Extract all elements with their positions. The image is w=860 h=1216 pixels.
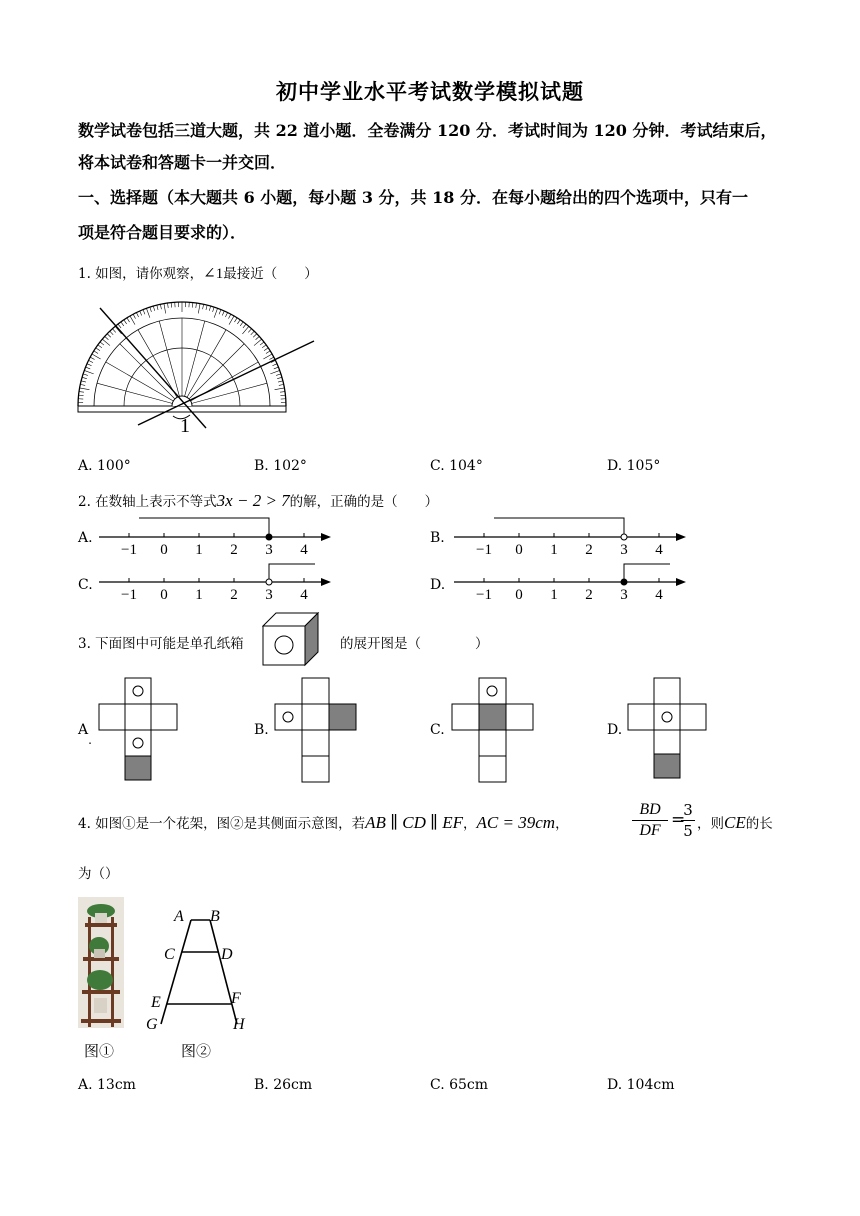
q2-numberline-c <box>95 560 345 602</box>
q3-net-c <box>451 677 537 783</box>
closed-point <box>621 579 627 585</box>
open-point <box>621 534 627 540</box>
q3-net-a <box>96 677 180 781</box>
axis-arrow <box>676 578 686 586</box>
q4-ce: CE <box>724 813 746 832</box>
closed-point <box>266 534 272 540</box>
q4-side-view-figure <box>140 903 260 1033</box>
q4-stem-post: ，则 <box>697 816 724 832</box>
axis-arrow <box>676 533 686 541</box>
q1-option-d[interactable]: D. 105° <box>607 458 661 474</box>
q3-option-a-dot: . <box>88 733 92 747</box>
q4-frac-val-den: 5 <box>683 822 693 840</box>
axis-tick-label: 1 <box>195 587 203 602</box>
axis-tick-label: 4 <box>300 542 308 556</box>
q4-frac-num: BD <box>639 801 661 818</box>
q4-sep: ， <box>463 816 477 832</box>
q3-stem-pre: 3. 下面图中可能是单孔纸箱 <box>78 636 244 652</box>
q3-net-d <box>627 677 709 781</box>
q4-point-g: G <box>146 1016 158 1033</box>
axis-tick-label: 2 <box>230 542 238 556</box>
axis-tick-label: 1 <box>550 587 558 602</box>
q2-option-d-label[interactable]: D. <box>430 577 446 593</box>
axis-tick-label: −1 <box>476 587 492 602</box>
q3-option-a-text: A <box>78 722 89 738</box>
q1-stem-pre: 1. 如图，请你观察， <box>78 266 204 282</box>
q4-parallel: AB ∥ CD ∥ EF <box>365 813 464 832</box>
section-heading-line-1: 一、选择题（本大题共 6 小题，每小题 3 分，共 18 分．在每小题给出的四个选项中，只有一 <box>78 188 748 207</box>
axis-tick-label: 4 <box>655 587 663 602</box>
q4-option-d[interactable]: D. 104cm <box>607 1077 675 1093</box>
section-heading-line-2: 项是符合题目要求的）． <box>78 223 247 242</box>
axis-tick-label: −1 <box>476 542 492 556</box>
axis-tick-label: −1 <box>121 587 137 602</box>
q4-point-f: F <box>231 990 241 1007</box>
q4-point-b: B <box>210 908 220 925</box>
q3-box-figure <box>262 612 320 668</box>
q4-fraction-left <box>632 800 668 841</box>
q3-stem-post: 的展开图是（ ） <box>340 636 489 652</box>
axis-tick-label: 2 <box>585 542 593 556</box>
q4-stem-end: 的长 <box>745 816 773 832</box>
q2-stem-post: 的解，正确的是（ ） <box>289 494 439 510</box>
q4-fraction-right <box>681 800 695 841</box>
q1-angle: ∠1 <box>203 266 224 282</box>
q2-option-a-label[interactable]: A. <box>78 530 93 546</box>
protractor-base <box>78 406 286 412</box>
solution-bracket <box>494 518 624 534</box>
q2-numberline-d <box>450 560 700 602</box>
q4-option-a[interactable]: A. 13cm <box>78 1077 136 1093</box>
intro-line-2: 将本试卷和答题卡一并交回． <box>78 153 287 172</box>
q4-stem <box>78 812 569 833</box>
axis-tick-label: 0 <box>515 587 523 602</box>
q1-option-b[interactable]: B. 102° <box>254 458 307 474</box>
q4-sep2: ， <box>555 816 569 832</box>
q4-stem-tail <box>697 812 773 833</box>
q2-stem-pre: 2. 在数轴上表示不等式 <box>78 494 217 510</box>
q4-fig1-caption: 图① <box>84 1042 115 1060</box>
q3-option-d-label[interactable]: D. <box>607 722 623 738</box>
q1-protractor-figure <box>76 296 326 438</box>
axis-tick-label: 1 <box>195 542 203 556</box>
q3-option-c-label[interactable]: C. <box>430 722 445 738</box>
q2-stem <box>78 490 438 511</box>
q4-stem-line2: 为（） <box>78 866 119 882</box>
solution-bracket <box>139 518 269 534</box>
axis-tick-label: 3 <box>620 587 628 602</box>
q1-stem-post: 最接近（ ） <box>223 266 318 282</box>
axis-tick-label: 0 <box>160 587 168 602</box>
q1-option-a[interactable]: A. 100° <box>78 458 131 474</box>
intro-line-1: 数学试卷包括三道大题，共 22 道小题．全卷满分 120 分．考试时间为 120 分钟．考试结束后， <box>78 121 777 140</box>
q1-option-c[interactable]: C. 104° <box>430 458 483 474</box>
q3-net-b <box>274 677 360 783</box>
q4-plant-stand-photo <box>78 897 124 1028</box>
q2-numberline-a <box>95 514 345 556</box>
q2-option-c-label[interactable]: C. <box>78 577 93 593</box>
axis-tick-label: 1 <box>550 542 558 556</box>
axis-arrow <box>321 578 331 586</box>
q1-angle-label: 1 <box>180 415 190 437</box>
q4-option-c[interactable]: C. 65cm <box>430 1077 489 1093</box>
q2-inequality: 3x − 2 > 7 <box>216 491 290 510</box>
q4-point-h: H <box>233 1016 245 1033</box>
axis-tick-label: −1 <box>121 542 137 556</box>
axis-tick-label: 3 <box>265 542 273 556</box>
axis-tick-label: 3 <box>265 587 273 602</box>
q3-option-a-label[interactable] <box>78 722 92 747</box>
axis-arrow <box>321 533 331 541</box>
q4-point-c: C <box>164 946 175 963</box>
solution-bracket <box>624 564 670 579</box>
q2-option-b-label[interactable]: B. <box>430 530 445 546</box>
q4-point-a: A <box>174 908 184 925</box>
q4-ac: AC = 39cm <box>476 813 556 832</box>
solution-bracket <box>269 564 315 579</box>
axis-tick-label: 2 <box>230 587 238 602</box>
q4-point-d: D <box>221 946 233 963</box>
q4-option-b[interactable]: B. 26cm <box>254 1077 313 1093</box>
q3-option-b-label[interactable]: B. <box>254 722 269 738</box>
q4-stem-pre: 4. 如图①是一个花架，图②是其侧面示意图，若 <box>78 816 366 832</box>
axis-tick-label: 4 <box>300 587 308 602</box>
axis-tick-label: 0 <box>515 542 523 556</box>
protractor <box>78 302 314 428</box>
q4-equals: = <box>671 810 686 830</box>
q4-point-e: E <box>151 994 161 1011</box>
axis-tick-label: 2 <box>585 587 593 602</box>
q2-numberline-b <box>450 514 700 556</box>
axis-tick-label: 0 <box>160 542 168 556</box>
q4-fig2-caption: 图② <box>181 1042 212 1060</box>
page-title: 初中学业水平考试数学模拟试题 <box>276 79 584 104</box>
axis-tick-label: 3 <box>620 542 628 556</box>
q4-frac-den: DF <box>639 822 661 839</box>
open-point <box>266 579 272 585</box>
axis-tick-label: 4 <box>655 542 663 556</box>
q4-frac-val-num: 3 <box>683 801 693 819</box>
q1-stem <box>78 262 318 283</box>
